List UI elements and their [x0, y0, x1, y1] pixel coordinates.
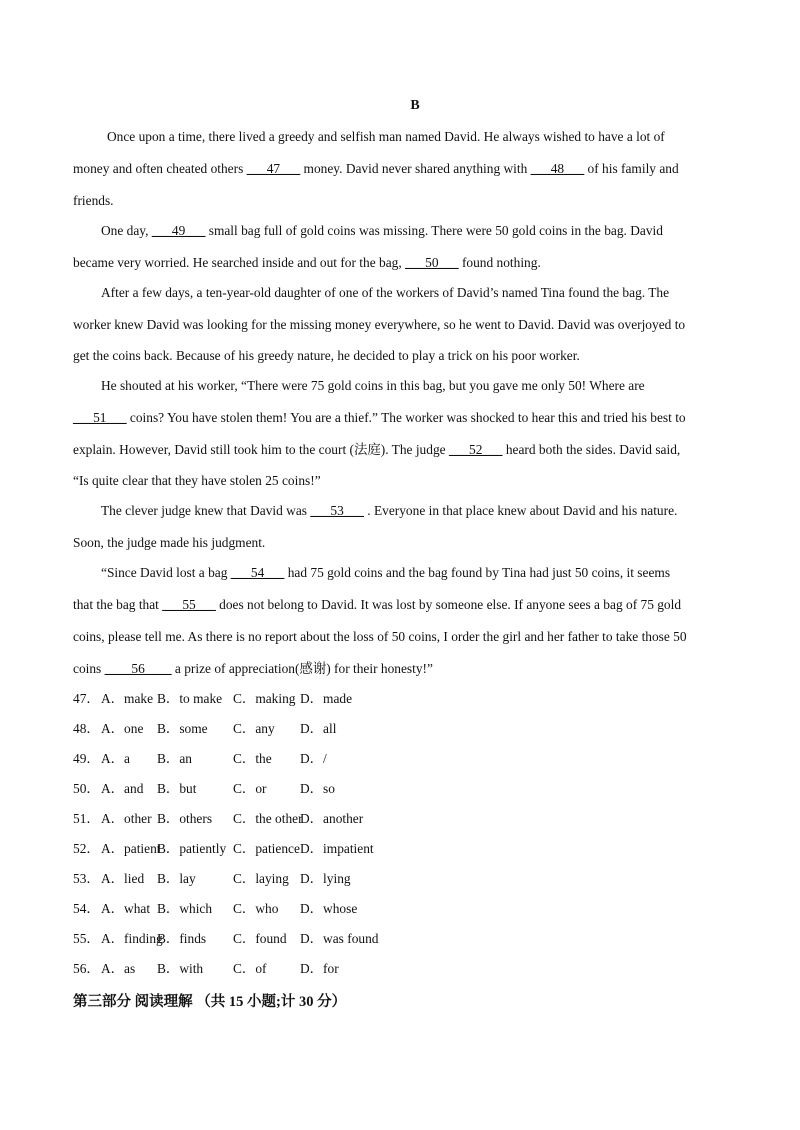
passage-line: money and often cheated others ___47___ money. David never shared anything with ___48___ of his family and	[73, 161, 679, 176]
option-a: A．finding	[101, 931, 163, 946]
passage-line: explain. However, David still took him to the court (法庭). The judge ___52___ heard both the sides. David said,	[73, 442, 681, 457]
passage-line: worker knew David was looking for the missing money everywhere, so he went to David. David was overjoyed to	[73, 317, 686, 332]
option-c: C．any	[233, 721, 275, 736]
passage-line: coins ____56____ a prize of appreciation(感谢) for their honesty!”	[73, 661, 433, 676]
option-d: D．whose	[300, 901, 358, 916]
passage-line: that the bag that ___55___ does not belong to David. It was lost by someone else. If anyone sees a bag of 75 gold	[73, 597, 682, 612]
option-a: A．patient	[101, 841, 161, 856]
part-title: 第三部分 阅读理解 （共 15 小题;计 30 分）	[73, 994, 347, 1010]
option-b: B．finds	[157, 931, 207, 946]
option-d: D．made	[300, 691, 353, 706]
option-c: C．the	[233, 751, 272, 766]
option-b: B．to make	[157, 691, 223, 706]
passage-line: coins, please tell me. As there is no report about the loss of 50 coins, I order the girl and her father to take those 50	[73, 629, 687, 644]
option-c: C．laying	[233, 871, 289, 886]
question-number: 55．	[73, 931, 100, 946]
option-c: C．found	[233, 931, 287, 946]
passage-line: “Is quite clear that they have stolen 25 coins!”	[73, 473, 321, 488]
passage-line: He shouted at his worker, “There were 75 gold coins in this bag, but you gave me only 50! Where are	[101, 378, 645, 393]
passage-line: get the coins back. Because of his greedy nature, he decided to play a trick on his poor worker.	[73, 348, 580, 363]
blank-55: ___55___	[162, 597, 216, 612]
blank-52: ___52___	[448, 442, 503, 457]
option-a: A．lied	[101, 871, 145, 886]
question-number: 47．	[73, 691, 100, 706]
blank-49: ___49___	[151, 223, 206, 238]
passage-line: “Since David lost a bag ___54___ had 75 gold coins and the bag found by Tina had just 50 coins, it seems	[101, 565, 671, 580]
option-c: C．who	[233, 901, 279, 916]
option-b: B．some	[157, 721, 208, 736]
option-a: A．what	[101, 901, 151, 916]
option-a: A．other	[101, 811, 152, 826]
option-d: D．lying	[300, 871, 351, 886]
option-b: B．an	[157, 751, 192, 766]
option-a: A．as	[101, 961, 136, 976]
blank-51: ___51___	[73, 410, 127, 425]
option-c: C．patience	[233, 841, 300, 856]
option-c: C．or	[233, 781, 267, 796]
option-c: C．of	[233, 961, 267, 976]
question-number: 51．	[73, 811, 100, 826]
option-a: A．and	[101, 781, 144, 796]
option-a: A．a	[101, 751, 131, 766]
option-b: B．which	[157, 901, 213, 916]
passage-line: Once upon a time, there lived a greedy and selfish man named David. He always wished to have a lot of	[107, 129, 665, 144]
option-b: B．patiently	[157, 841, 227, 856]
option-a: A．one	[101, 721, 144, 736]
passage-line: After a few days, a ten-year-old daughter of one of the workers of David’s named Tina found the bag. The	[101, 285, 670, 300]
option-b: B．with	[157, 961, 204, 976]
passage-line: friends.	[73, 193, 114, 208]
option-a: A．make	[101, 691, 154, 706]
option-c: C．making	[233, 691, 296, 706]
blank-47: ___47___	[246, 161, 301, 176]
option-b: B．but	[157, 781, 197, 796]
question-number: 49．	[73, 751, 100, 766]
passage-line: Soon, the judge made his judgment.	[73, 535, 266, 550]
option-b: B．others	[157, 811, 213, 826]
option-b: B．lay	[157, 871, 196, 886]
option-d: D．/	[300, 751, 327, 766]
option-d: D．impatient	[300, 841, 374, 856]
option-d: D．so	[300, 781, 335, 796]
option-d: D．was found	[300, 931, 379, 946]
blank-48: ___48___	[530, 161, 585, 176]
passage-line: The clever judge knew that David was ___53___ . Everyone in that place knew about David and his nature.	[101, 503, 678, 518]
question-number: 56．	[73, 961, 100, 976]
question-number: 52．	[73, 841, 100, 856]
blank-50: ___50___	[405, 255, 459, 270]
blank-56: ____56____	[104, 661, 172, 676]
question-number: 54．	[73, 901, 100, 916]
option-c: C．the other	[233, 811, 303, 826]
passage-line: became very worried. He searched inside and out for the bag, ___50___ found nothing.	[73, 255, 541, 270]
question-number: 53．	[73, 871, 100, 886]
section-heading: B	[410, 98, 420, 113]
passage-line: ___51___ coins? You have stolen them! You are a thief.” The worker was shocked to hear this and tried his best to	[73, 410, 686, 425]
option-d: D．all	[300, 721, 337, 736]
passage-line: One day, ___49___ small bag full of gold coins was missing. There were 50 gold coins in the bag. David	[101, 223, 663, 238]
option-d: D．another	[300, 811, 364, 826]
question-number: 48．	[73, 721, 100, 736]
option-d: D．for	[300, 961, 339, 976]
blank-53: ___53___	[310, 503, 364, 518]
question-number: 50．	[73, 781, 100, 796]
blank-54: ___54___	[230, 565, 285, 580]
